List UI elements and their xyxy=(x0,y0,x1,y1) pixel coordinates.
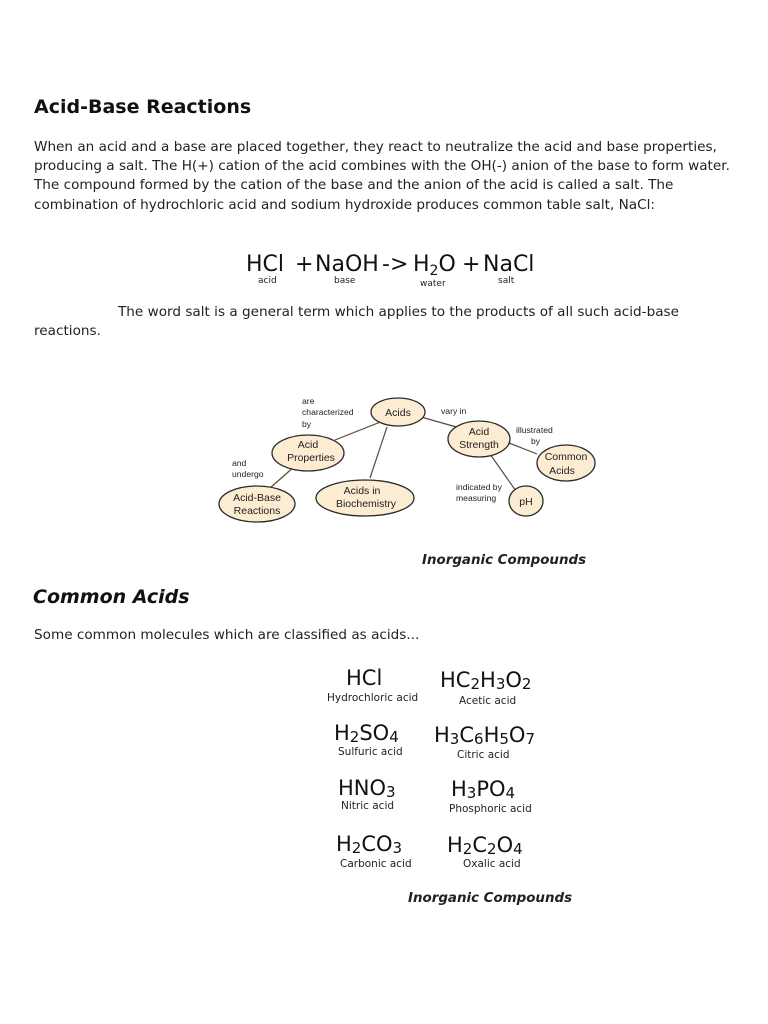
acids-concept-map xyxy=(210,390,610,530)
eq-label-water: water xyxy=(420,279,446,289)
acid-formula xyxy=(336,832,402,857)
formula-subscript: 3 xyxy=(449,730,460,748)
node-biochem-label-1: Acids in xyxy=(343,485,381,497)
formula-subscript: 3 xyxy=(495,675,506,693)
link-label-by: by xyxy=(302,419,312,429)
link-label-undergo: undergo xyxy=(232,469,264,479)
node-acid-properties-label-1: Acid xyxy=(297,439,319,451)
formula-element: H xyxy=(336,832,352,856)
node-acid-base-label-2: Reactions xyxy=(233,505,281,517)
node-acids-label: Acids xyxy=(385,407,411,419)
acid-name: Phosphoric acid xyxy=(449,803,532,815)
intro-paragraph: When an acid and a base are placed together, they react to neutralize the acid and base properties, producing a salt. The H(+) cation of the acid combines with the OH(-) anion of the base to form water. The compound formed by the cation of the base and the anion of the acid is called a salt. The combination of hydrochloric acid and sodium hydroxide produces common table salt, NaCl: xyxy=(34,139,730,213)
common-acids-intro: Some common molecules which are classified as acids... xyxy=(34,627,420,643)
eq-nacl: NaCl xyxy=(483,252,535,277)
acid-formula xyxy=(434,723,535,748)
eq-water-sub: 2 xyxy=(429,263,439,279)
eq-label-base: base xyxy=(334,276,356,286)
node-ph-label: pH xyxy=(519,496,533,508)
formula-element: H xyxy=(480,668,496,692)
formula-element: H xyxy=(434,723,450,747)
eq-label-acid: acid xyxy=(258,276,277,286)
formula-subscript: 3 xyxy=(392,839,403,857)
link-label-characterized: characterized xyxy=(302,407,354,417)
formula-element: SO xyxy=(359,721,390,745)
link-label-indicated-by: indicated by xyxy=(456,482,502,492)
eq-water-o: O xyxy=(438,252,456,277)
acid-formula xyxy=(451,777,515,802)
link-acids-strength xyxy=(421,417,460,428)
figure-caption-1: Inorganic Compounds xyxy=(422,553,587,568)
formula-subscript: 2 xyxy=(349,728,360,746)
formula-subscript: 4 xyxy=(513,840,523,858)
formula-subscript: 4 xyxy=(505,784,516,802)
formula-element: H xyxy=(451,777,467,801)
formula-element: HC xyxy=(440,668,471,692)
node-common-acids-label-2: Acids xyxy=(549,465,575,477)
link-label-vary-in: vary in xyxy=(441,406,467,416)
link-label-and: and xyxy=(232,458,247,468)
acid-name: Nitric acid xyxy=(341,800,395,812)
acid-formula xyxy=(338,776,396,801)
eq-hcl: HCl xyxy=(246,252,285,277)
formula-subscript: 7 xyxy=(525,730,535,748)
page-title: Acid-Base Reactions xyxy=(34,96,252,118)
formula-element: O xyxy=(508,723,526,747)
acid-name: Sulfuric acid xyxy=(338,746,403,758)
link-label-illustrated-by: by xyxy=(531,436,541,446)
formula-element: C xyxy=(472,833,488,857)
salt-paragraph: The word salt is a general term which applies to the products of all such acid-base reactions. xyxy=(34,304,679,340)
formula-subscript: 3 xyxy=(386,783,396,801)
acid-formula xyxy=(440,668,531,693)
figure-caption-2: Inorganic Compounds xyxy=(408,891,573,906)
formula-subscript: 4 xyxy=(389,728,399,746)
acid-formula xyxy=(334,721,399,746)
node-biochem-label-2: Biochemistry xyxy=(335,498,397,510)
formula-subscript: 3 xyxy=(466,784,477,802)
acid-name: Oxalic acid xyxy=(463,858,521,870)
acid-name: Acetic acid xyxy=(459,695,517,707)
eq-plus-2: + xyxy=(462,252,481,277)
acid-formula xyxy=(346,666,382,690)
section-title-common-acids: Common Acids xyxy=(33,586,190,608)
formula-element: HNO xyxy=(338,776,387,800)
node-acid-properties-label-2: Properties xyxy=(287,452,335,464)
acid-formula xyxy=(447,833,523,858)
formula-element: H xyxy=(447,833,463,857)
formula-subscript: 2 xyxy=(521,675,532,693)
formula-element: PO xyxy=(476,777,506,801)
node-acid-base-label-1: Acid-Base xyxy=(233,492,281,504)
node-common-acids-label-1: Common xyxy=(544,451,588,463)
formula-element: O xyxy=(496,833,514,857)
link-label-measuring: measuring xyxy=(456,493,497,503)
eq-water xyxy=(413,252,456,277)
eq-label-salt: salt xyxy=(498,276,515,286)
formula-subscript: 2 xyxy=(462,840,473,858)
acid-name: Carbonic acid xyxy=(340,858,412,870)
formula-subscript: 2 xyxy=(351,839,362,857)
node-acid-strength-label-2: Strength xyxy=(459,439,499,451)
acid-name: Hydrochloric acid xyxy=(327,692,419,704)
formula-element: O xyxy=(505,668,522,692)
formula-element: CO xyxy=(361,832,393,856)
eq-plus-1: + xyxy=(295,252,314,277)
formula-element: HCl xyxy=(346,666,383,690)
eq-naoh: NaOH xyxy=(315,252,379,277)
link-acids-biochem xyxy=(370,427,387,478)
formula-element: H xyxy=(483,723,500,747)
formula-subscript: 2 xyxy=(470,675,481,693)
formula-subscript: 2 xyxy=(487,840,497,858)
formula-element: H xyxy=(334,721,350,745)
acid-name: Citric acid xyxy=(457,749,510,761)
node-acid-strength-label-1: Acid xyxy=(468,426,490,438)
formula-subscript: 6 xyxy=(474,730,484,748)
formula-subscript: 5 xyxy=(499,730,509,748)
eq-water-h: H xyxy=(413,252,430,277)
eq-arrow: -> xyxy=(382,252,409,277)
link-label-illustrated: illustrated xyxy=(516,425,553,435)
formula-element: C xyxy=(459,723,475,747)
link-label-are: are xyxy=(302,396,315,406)
